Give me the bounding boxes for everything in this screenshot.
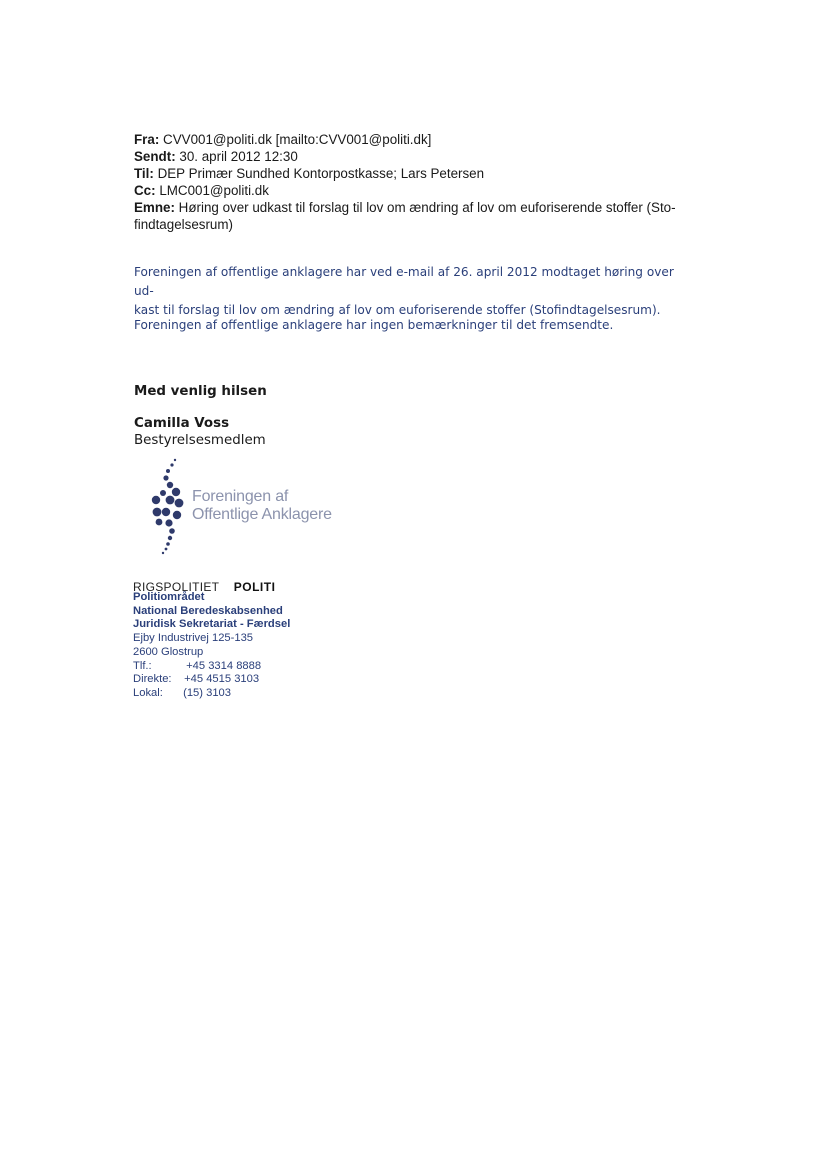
direct-value: +45 4515 3103 (184, 673, 260, 686)
to-row (134, 165, 694, 182)
from-value: CVV001@politi.dk [mailto:CVV001@politi.dk] (163, 132, 432, 147)
police-department: Juridisk Sekretariat - Færdsel (133, 618, 291, 631)
sent-label: Sendt: (134, 149, 176, 164)
email-header (134, 131, 694, 233)
body-paragraph-2 (134, 316, 694, 335)
cc-label: Cc: (134, 183, 156, 198)
paragraph-1-line-1: Foreningen af offentlige anklagere har ved e-mail af 26. april 2012 modtaget høring over ud- (134, 265, 674, 298)
local-label: Lokal: (133, 686, 163, 699)
phone-row (133, 660, 290, 674)
address-street: Ejby Industrivej 125-135 (133, 632, 254, 645)
police-unit: National Beredeskabsenhed (133, 604, 283, 617)
subject-value-line2: findtagelsesrum) (134, 217, 233, 232)
address-city: 2600 Glostrup (133, 645, 204, 658)
body-paragraph-1 (134, 263, 694, 320)
local-value: (15) 3103 (183, 686, 232, 699)
police-contact-block (133, 591, 290, 701)
police-area: Politiområdet (133, 591, 205, 603)
closing-greeting: Med venlig hilsen (134, 384, 267, 399)
local-row (133, 687, 290, 701)
cc-value: LMC001@politi.dk (159, 183, 269, 198)
sent-row (134, 148, 694, 165)
phone-value: +45 3314 8888 (186, 659, 262, 672)
to-value: DEP Primær Sundhed Kontorpostkasse; Lars Petersen (157, 166, 485, 181)
subject-label: Emne: (134, 200, 175, 215)
paragraph-2-text: Foreningen af offentlige anklagere har ingen bemærkninger til det fremsendte. (134, 318, 614, 332)
cc-row (134, 182, 694, 199)
association-logo (148, 456, 343, 568)
paragraph-1-line-2: kast til forslag til lov om ændring af lov om euforiserende stoffer (Stofindtagelsesrum). (134, 303, 661, 317)
signer-title: Bestyrelsesmedlem (134, 433, 266, 448)
signer-name: Camilla Voss (134, 416, 230, 431)
dot-spine-icon (148, 456, 188, 568)
direct-label: Direkte: (133, 673, 172, 686)
subject-row (134, 199, 694, 216)
logo-text-line-2: Offentlige Anklagere (192, 506, 332, 523)
direct-row (133, 673, 290, 687)
from-label: Fra: (134, 132, 160, 147)
sent-value: 30. april 2012 12:30 (179, 149, 298, 164)
logo-text-line-1: Foreningen af (192, 488, 289, 505)
from-row (134, 131, 694, 148)
subject-continuation (134, 216, 694, 233)
subject-value-line1: Høring over udkast til forslag til lov om ændring af lov om euforiserende stoffer (Sto- (178, 200, 676, 215)
to-label: Til: (134, 166, 154, 181)
rigspolitiet-wordmark: RIGSPOLITIET (133, 580, 220, 594)
politi-logo: POLITI (233, 580, 276, 594)
phone-label: Tlf.: (133, 659, 152, 672)
